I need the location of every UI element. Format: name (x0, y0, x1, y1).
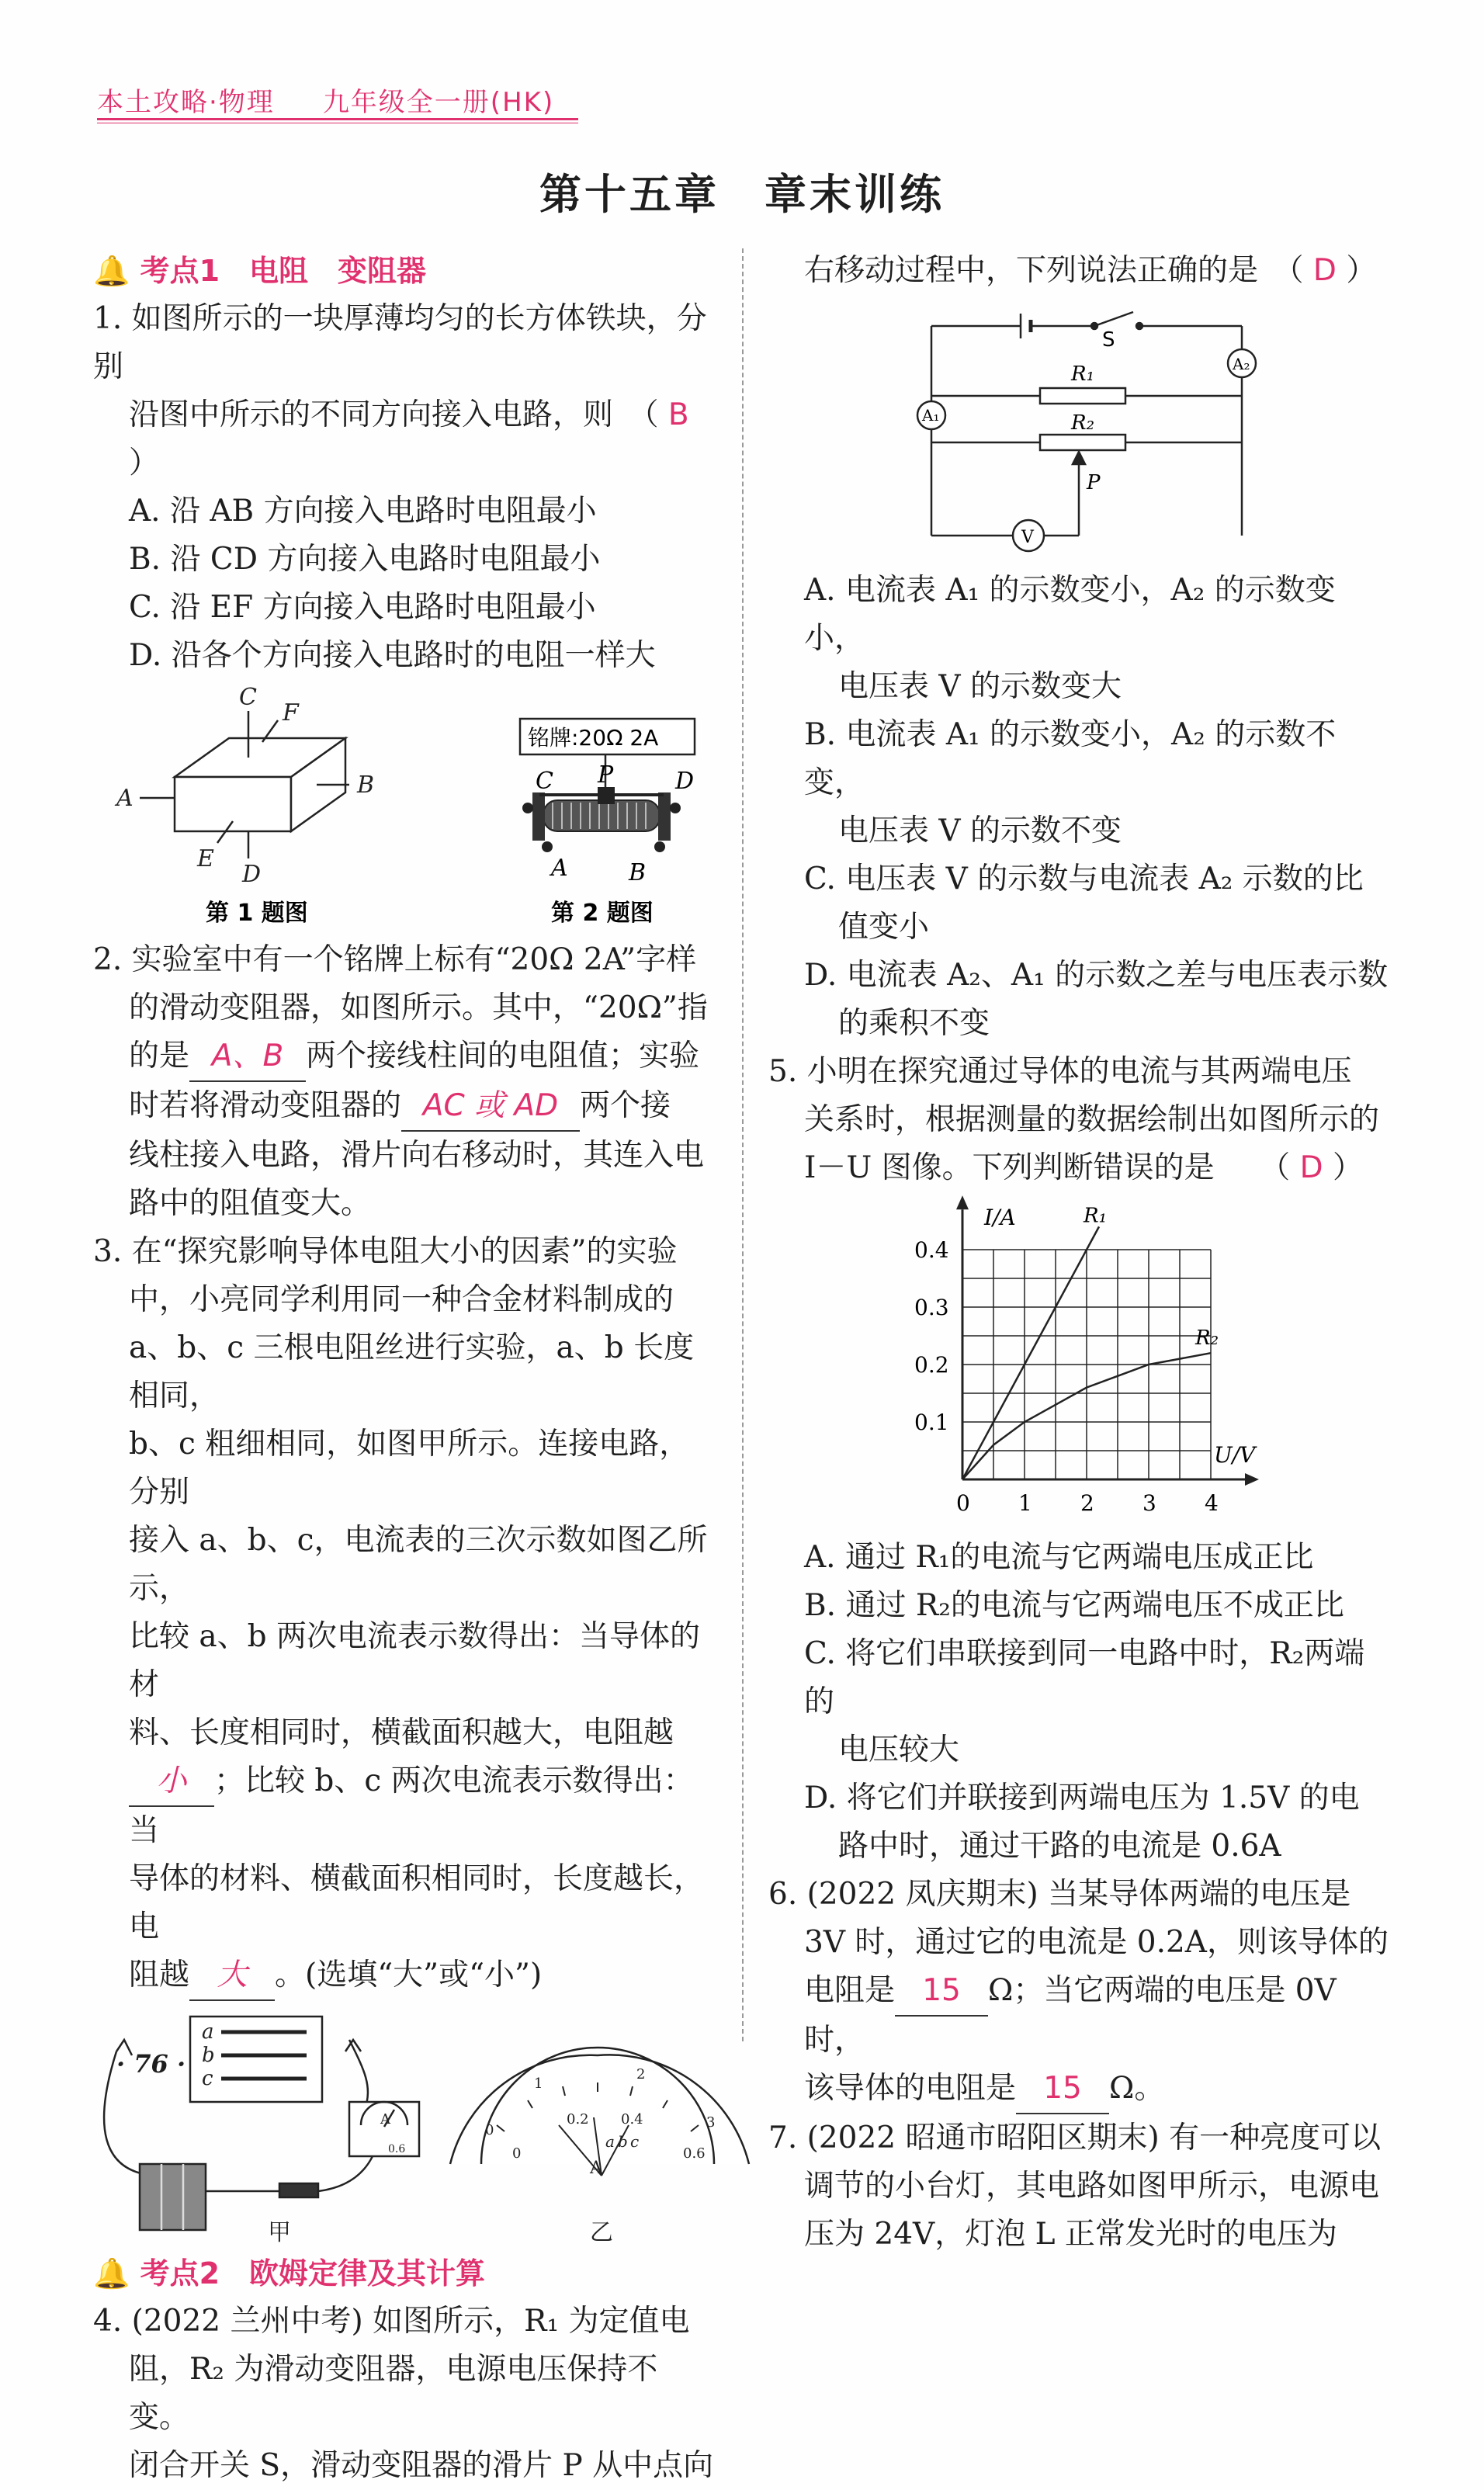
q2-line-3b: 两个接线柱间的电阻值；实验 (306, 1039, 700, 1073)
q1-label-c: C (239, 684, 257, 711)
q2-label-b: B (629, 859, 647, 886)
q4-ammeter1-label: A₁ (922, 406, 940, 425)
q2-blank-1: A、B (189, 1032, 306, 1082)
y-tick-label: 0.2 (914, 1352, 949, 1378)
q3-line-9: 导体的材料、横截面积相同时，长度越长，电 (129, 1861, 705, 1944)
q3-line-1: 3. 在“探究影响导体电阻大小的因素”的实验 (93, 1234, 678, 1269)
q2-nameplate: 铭牌:20Ω 2A (528, 725, 659, 751)
q5-option-c-2: 电压较大 (838, 1732, 960, 1767)
x-tick-label: 2 (1080, 1490, 1094, 1516)
x-axis-label: U/V (1214, 1442, 1256, 1468)
running-header (97, 81, 602, 119)
q1-option-d: D. 沿各个方向接入电路时的电阻一样大 (129, 638, 656, 673)
q3-figures (93, 2009, 716, 2246)
q4-ammeter2-label: A₂ (1233, 355, 1250, 373)
q3-line-6: 比较 a、b 两次电流表示数得出：当导体的材 (129, 1619, 701, 1702)
q6-blank-2: 15 (1016, 2065, 1109, 2114)
q3-line-8b: ；比较 b、c 两次电流表示数得出：当 (129, 1763, 694, 1848)
wire-c-label: c (202, 2067, 213, 2090)
q3-line-2: 中，小亮同学利用同一种合金材料制成的 (129, 1282, 674, 1317)
q6-line-4a: 该导体的电阻是 (804, 2071, 1017, 2106)
y-tick-label: 0.4 (914, 1237, 949, 1263)
q6-line-3a: 电阻是 (804, 1973, 896, 2008)
q5-line-2: 关系时，根据测量的数据绘制出如图所示的 (804, 1102, 1380, 1137)
q2-label-p: P (598, 761, 614, 789)
q2-line-4 (93, 1082, 714, 1132)
y-axis-label: I/A (984, 1205, 1016, 1231)
q2-line-2: 的滑动变阻器，如图所示。其中，“20Ω”指 (129, 990, 708, 1025)
pointer-label-b: b (618, 2132, 628, 2151)
y-axis-arrow (956, 1195, 969, 1209)
q5-line-1: 5. 小明在探究通过导体的电流与其两端电压 (768, 1054, 1352, 1089)
q2-line-3 (93, 1032, 714, 1082)
wire-b-label: b (202, 2044, 215, 2067)
dial-tick-1: 1 (534, 2076, 543, 2092)
q6-line-4 (768, 2065, 1389, 2114)
q5-answer: D (1299, 1150, 1323, 1185)
q1-label-f: F (283, 699, 299, 727)
q4-line-4-text: 右移动过程中，下列说法正确的是 (804, 253, 1259, 288)
q3-line-10a: 阻越 (129, 1958, 190, 1992)
q5-option-a: A. 通过 R₁的电流与它两端电压成正比 (804, 1540, 1314, 1575)
q5-option-c-1: C. 将它们串联接到同一电路中时，R₂两端的 (804, 1636, 1365, 1719)
q7-line-2: 调节的小台灯，其电路如图甲所示，电源电 (804, 2169, 1380, 2204)
q5-line-3: I－U 图像。下列判断错误的是 （ D ） (804, 1150, 1364, 1185)
q4-line-4: 右移动过程中，下列说法正确的是 （ D ） (804, 253, 1377, 288)
q3-line-5: 接入 a、b、c，电流表的三次示数如图乙所示， (129, 1523, 708, 1606)
q6-blank-1: 15 (895, 1967, 988, 2017)
chart-grid (962, 1250, 1211, 1479)
dial-tick-0: 0 (485, 2122, 494, 2138)
q6-line-2: 3V 时，通过它的电流是 0.2A，则该导体的 (804, 1925, 1389, 1960)
section-heading-2 (93, 2249, 714, 2298)
q2-line-3a: 的是 (129, 1039, 190, 1073)
q3-line-7: 料、长度相同时，横截面积越大，电阻越 (129, 1715, 674, 1750)
wire-a-label: a (202, 2020, 214, 2044)
q1-option-c: C. 沿 EF 方向接入电路时电阻最小 (129, 590, 596, 625)
q4-switch-label: S (1102, 328, 1115, 352)
q2-figure-rheostat (520, 719, 695, 886)
q3-figure-yi-ammeter-dial (450, 2048, 749, 2246)
q4-option-a-2: 电压表 V 的示数变大 (838, 669, 1122, 704)
y-tick-label: 0.1 (914, 1410, 949, 1435)
q5-iu-chart (768, 1200, 1389, 1526)
dial-tick-04: 0.4 (621, 2111, 643, 2128)
header-rule (97, 118, 578, 120)
page-title: 第十五章 章末训练 (539, 170, 945, 219)
dial-tick-3: 3 (706, 2114, 716, 2131)
q1-stem-2-text: 沿图中所示的不同方向接入电路，则 (129, 397, 614, 432)
q3-caption-yi: 乙 (590, 2219, 613, 2246)
series-line-r1 (962, 1226, 1099, 1479)
q2-caption: 第 2 题图 (551, 900, 654, 927)
q4-option-c-2: 值变小 (838, 910, 930, 945)
q2-label-a: A (551, 855, 568, 882)
x-tick-label: 4 (1205, 1490, 1219, 1516)
pointer-label-a: a (605, 2132, 615, 2151)
q1-option-a: A. 沿 AB 方向接入电路时电阻最小 (129, 494, 597, 529)
q5-option-d-2: 路中时，通过干路的电流是 0.6A (838, 1829, 1281, 1864)
dial-unit: A (590, 2159, 602, 2178)
q1-label-e: E (197, 845, 214, 872)
q2-label-c: C (536, 768, 553, 795)
q1-caption: 第 1 题图 (206, 900, 308, 927)
bell-icon: 🔔 (93, 254, 130, 288)
q4-r1-label: R₁ (1071, 362, 1094, 386)
q2-line-4b: 两个接 (580, 1088, 671, 1123)
q5-option-d-1: D. 将它们并联接到两端电压为 1.5V 的电 (804, 1781, 1360, 1815)
q2-line-5: 线柱接入电路，滑片向右移动时，其连入电 (129, 1138, 705, 1173)
q4-option-d-1: D. 电流表 A₂、A₁ 的示数之差与电压表示数 (804, 958, 1389, 993)
right-column (768, 247, 1389, 2259)
q1-option-b: B. 沿 CD 方向接入电路时电阻最小 (129, 542, 601, 577)
q3-line-8 (93, 1757, 714, 1855)
q1-label-a: A (116, 785, 133, 812)
q5-line-3-text: I－U 图像。下列判断错误的是 (804, 1150, 1215, 1185)
q4-option-c-1: C. 电压表 V 的示数与电流表 A₂ 示数的比 (804, 862, 1364, 896)
left-column (93, 247, 714, 2490)
y-tick-label: 0.3 (914, 1295, 949, 1320)
q3-line-10b: 。(选填“大”或“小”) (275, 1958, 543, 1992)
q4-option-b-2: 电压表 V 的示数不变 (838, 813, 1122, 848)
q3-blank-1: 小 (129, 1757, 214, 1807)
q1-label-b: B (357, 772, 375, 799)
bell-icon: 🔔 (93, 2256, 130, 2291)
book-title: 本土攻略·物理 (97, 87, 275, 118)
q4-voltmeter-label: V (1021, 528, 1034, 547)
section-heading-1-text: 考点1 电阻 变阻器 (140, 254, 427, 288)
q3-line-3: a、b、c 三根电阻丝进行实验，a、b 长度相同， (129, 1330, 695, 1413)
dial-tick-0-lower: 0 (512, 2145, 522, 2162)
q7-line-3: 压为 24V，灯泡 L 正常发光时的电压为 (804, 2217, 1337, 2252)
x-axis-arrow (1245, 1473, 1259, 1486)
x-tick-label: 1 (1018, 1490, 1032, 1516)
page-number: · 76 · (116, 2049, 186, 2079)
q4-answer: D (1312, 253, 1337, 288)
pointer-label-c: c (630, 2132, 640, 2151)
q2-line-4a: 时若将滑动变阻器的 (129, 1088, 402, 1123)
section-heading-2-text: 考点2 欧姆定律及其计算 (140, 2256, 486, 2291)
q4-option-b-1: B. 电流表 A₁ 的示数变小，A₂ 的示数不变， (804, 717, 1337, 800)
q3-line-4: b、c 粗细相同，如图甲所示。连接电路，分别 (129, 1427, 690, 1510)
q1-stem-1: 1. 如图所示的一块厚薄均匀的长方体铁块，分别 (93, 301, 707, 384)
q7-line-1: 7. (2022 昭通市昭阳区期末) 有一种亮度可以 (768, 2121, 1382, 2155)
series-label-r1: R₁ (1084, 1204, 1107, 1228)
dial-tick-02: 0.2 (567, 2111, 589, 2128)
q6-line-1: 6. (2022 凤庆期末) 当某导体两端的电压是 (768, 1877, 1351, 1912)
q4-option-d-2: 的乘积不变 (838, 1006, 990, 1041)
q3-blank-2: 大 (189, 1951, 275, 2001)
grade-label: 九年级全一册(HK) (322, 87, 555, 118)
ammeter-scale-label: 0.6 (388, 2143, 406, 2155)
q4-r2-label: R₂ (1071, 411, 1094, 435)
series-label-r2: R₂ (1195, 1326, 1219, 1351)
q6-line-4b: Ω。 (1109, 2071, 1165, 2106)
x-tick-label: 0 (956, 1490, 970, 1516)
q4-option-a-1: A. 电流表 A₁ 的示数变小，A₂ 的示数变小， (804, 573, 1336, 656)
q2-line-1: 2. 实验室中有一个铭牌上标有“20Ω 2A”字样 (93, 942, 697, 977)
dial-tick-2: 2 (636, 2066, 646, 2083)
q2-label-d: D (675, 768, 695, 795)
q4-circuit-diagram (768, 303, 1389, 559)
dial-tick-06: 0.6 (683, 2145, 706, 2162)
q5-option-b: B. 通过 R₂的电流与它两端电压不成正比 (804, 1588, 1344, 1623)
q4-line-2: 阻，R₂ 为滑动变阻器，电源电压保持不变。 (129, 2352, 658, 2435)
q1-label-d: D (242, 861, 262, 888)
column-divider (742, 248, 744, 2041)
q2-line-6: 路中的阻值变大。 (129, 1186, 372, 1221)
q4-line-1: 4. (2022 兰州中考) 如图所示，R₁ 为定值电 (93, 2304, 690, 2339)
q1-figure-iron-block (114, 684, 374, 888)
section-heading-1 (93, 247, 714, 295)
q6-line-3b: Ω；当它两端的电压是 0V 时， (804, 1973, 1337, 2058)
q1-answer: B (667, 397, 689, 432)
x-tick-label: 3 (1142, 1490, 1156, 1516)
q6-line-3 (768, 1967, 1389, 2065)
q3-line-10 (93, 1951, 714, 2001)
q4-line-3: 闭合开关 S，滑动变阻器的滑片 P 从中点向 (129, 2448, 714, 2483)
q4-slider-label: P (1087, 471, 1101, 494)
q1-stem-2: 沿图中所示的不同方向接入电路，则 （ B ） (129, 397, 689, 480)
ammeter-unit: A (380, 2111, 390, 2128)
q2-blank-2: AC 或 AD (401, 1082, 580, 1132)
q3-caption-jia: 甲 (268, 2219, 291, 2246)
q1-q2-figures (93, 684, 714, 928)
